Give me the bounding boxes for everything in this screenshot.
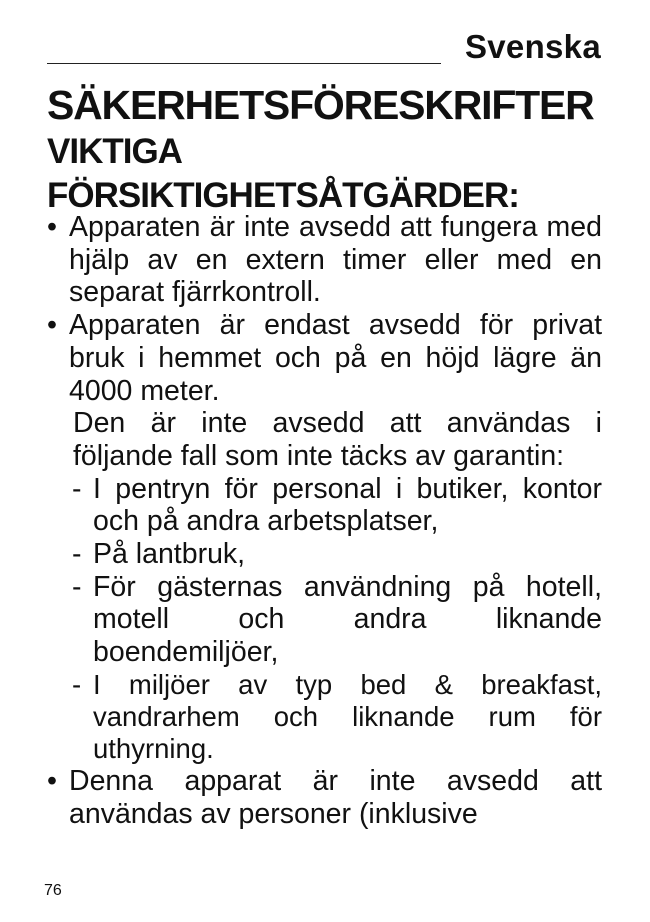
exclusion-text: För gästernas användning på hotell, motell och andra liknande boendemiljöer, — [93, 570, 602, 669]
page-number: 76 — [44, 882, 62, 899]
dash-marker: - — [72, 538, 82, 571]
exclusion-text: I miljöer av typ bed & breakfast, vandrarhem och liknande rum för uthyrning. — [93, 668, 602, 764]
exclusion-text: På lantbruk, — [93, 538, 246, 571]
dash-marker: - — [72, 668, 82, 700]
dash-marker: - — [72, 472, 82, 505]
exclusion-list — [47, 473, 602, 765]
exclusion-text: I pentryn för personal i butiker, kontor och på andra arbetsplatser, — [93, 472, 602, 538]
bullet-text: Apparaten är inte avsedd att fungera med hjälp av en extern timer eller med en separat fjärrkontroll. — [69, 211, 602, 309]
bullet-item — [47, 211, 602, 309]
bullet-item — [47, 765, 602, 830]
dash-marker: - — [72, 570, 82, 603]
bullet-text: Denna apparat är inte avsedd att användas av personer (inklusive — [69, 764, 602, 830]
subtitle: VIKTIGA FÖRSIKTIGHETSÅTGÄRDER: — [47, 132, 519, 215]
bullet-marker: • — [47, 764, 57, 797]
safety-content — [47, 211, 602, 830]
language-label: Svenska — [464, 28, 601, 65]
exclusion-item — [72, 571, 602, 669]
exclusion-item — [72, 669, 602, 765]
exclusion-item — [72, 473, 602, 538]
bullet-marker: • — [47, 309, 57, 342]
bullet-text: Apparaten är endast avsedd för privat bruk i hemmet och på en höjd lägre än 4000 meter. — [69, 309, 602, 407]
exclusion-item — [72, 538, 602, 571]
bullet-item — [47, 309, 602, 407]
exclusion-intro: Den är inte avsedd att användas i följande fall som inte täcks av garantin: — [73, 407, 602, 472]
header-rule — [47, 63, 441, 64]
bullet-marker: • — [47, 211, 57, 243]
section-title: SÄKERHETSFÖRESKRIFTER — [47, 82, 594, 128]
